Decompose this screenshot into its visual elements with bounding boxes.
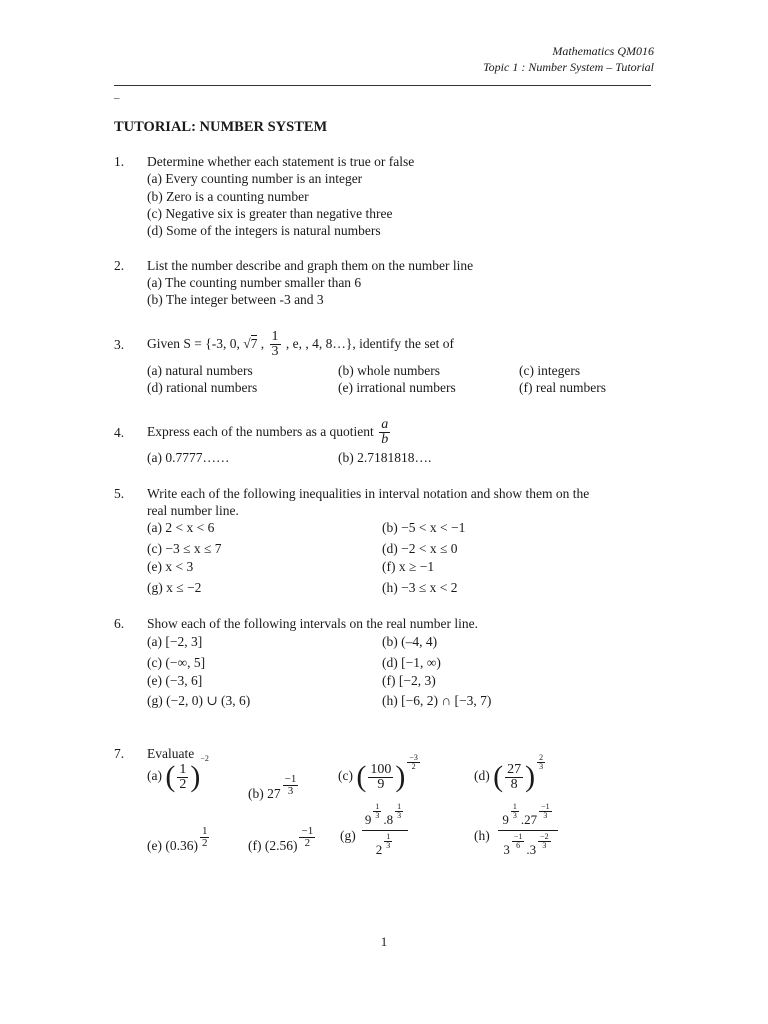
q7-a	[147, 754, 209, 793]
q7-h-exp-1-denominator: 3	[512, 811, 517, 820]
q4-fraction-denominator: b	[381, 432, 389, 448]
q7-h-numerator	[498, 803, 558, 831]
q7-h-exp-3-denominator: 6	[516, 841, 521, 850]
q7-d-exp-denominator: 3	[539, 762, 544, 771]
q3-fraction-numerator: 1	[271, 329, 279, 345]
q7-d-exponent	[535, 753, 547, 771]
q7-c-exp-numerator: −3	[409, 753, 418, 762]
q5-item-a: (a) 2 < x < 6	[147, 520, 215, 535]
q1-item-b: (b) Zero is a counting number	[147, 189, 309, 204]
q7-h-dot-1: .	[520, 812, 525, 827]
q5-item-g: (g) x ≤ −2	[147, 580, 202, 595]
page-number: 1	[380, 934, 388, 949]
q7-b-label: (b) 27	[248, 786, 281, 801]
q5-item-c: (c) −3 ≤ x ≤ 7	[147, 541, 222, 556]
q3-fraction	[270, 330, 281, 359]
q7-g-exp-2-numerator: 1	[397, 802, 402, 811]
q7-h-exp-2-numerator: −1	[541, 802, 550, 811]
q7-h-exp-2-denominator: 3	[543, 811, 548, 820]
q3-sqrt-radicand: 7	[250, 336, 258, 351]
q3-item-e: (e) irrational numbers	[338, 380, 456, 395]
q3-item-d: (d) rational numbers	[147, 380, 258, 395]
q7-g-base-1: 9	[364, 812, 372, 827]
q2-item-b: (b) The integer between -3 and 3	[147, 292, 324, 307]
q7-d	[474, 753, 547, 793]
q7-h-exp-1-numerator: 1	[512, 802, 517, 811]
q7-h-exp-4	[538, 833, 551, 850]
q6-item-g: (g) (−2, 0) ∪ (3, 6)	[147, 693, 251, 708]
header-rule	[114, 85, 651, 86]
q7-c-label: (c)	[338, 768, 353, 784]
q4-fraction	[379, 418, 390, 447]
q3-number: 3.	[114, 337, 125, 352]
q7-b	[248, 774, 300, 802]
q5-number: 5.	[114, 486, 125, 501]
q3-text	[147, 324, 454, 364]
sqrt-symbol: √	[243, 336, 251, 351]
q1-number: 1.	[114, 154, 125, 169]
q7-a-exponent: −2	[200, 754, 209, 763]
q7-b-exp-numerator: −1	[284, 773, 297, 785]
q5-item-f: (f) x ≥ −1	[382, 559, 435, 574]
q7-h-base-2: 27	[524, 812, 538, 827]
right-paren: )	[190, 760, 201, 793]
q4-text-main: Express each of the numbers as a quotient	[147, 424, 374, 439]
q7-number: 7.	[114, 746, 125, 761]
q7-e	[147, 826, 211, 854]
q7-c-denominator: 9	[377, 776, 385, 792]
q7-c	[338, 753, 422, 793]
q3-item-c: (c) integers	[519, 363, 581, 378]
q2-text: List the number describe and graph them on the number line	[147, 258, 474, 273]
q6-item-c: (c) (−∞, 5]	[147, 655, 206, 670]
q6-item-a: (a) [−2, 3]	[147, 634, 203, 649]
q7-g-expression	[362, 803, 408, 858]
q3-text-pre: Given S = {-3, 0,	[147, 336, 244, 351]
q7-g-exp-1-denominator: 3	[375, 811, 380, 820]
q3-item-a: (a) natural numbers	[147, 363, 253, 378]
q4-fraction-numerator: a	[381, 417, 389, 433]
q7-f-exp-numerator: −1	[301, 825, 314, 837]
q7-a-fraction	[177, 763, 188, 792]
q7-d-label: (d)	[474, 768, 490, 784]
q7-h-base-1: 9	[502, 812, 509, 827]
q3-fraction-denominator: 3	[271, 344, 279, 360]
q7-text: Evaluate	[147, 746, 195, 761]
q7-h-exp-3	[512, 833, 525, 850]
q7-h-expression	[498, 803, 558, 858]
q7-g-base-2: 8	[386, 812, 394, 827]
q7-h-exp-3-numerator: −1	[513, 832, 523, 841]
q6-item-d: (d) [−1, ∞)	[382, 655, 441, 670]
q7-f	[248, 826, 317, 854]
q1-item-a: (a) Every counting number is an integer	[147, 171, 363, 186]
q7-h-label: (h)	[474, 828, 490, 843]
q4-text	[147, 412, 392, 452]
q7-h-base-3: 3	[503, 842, 510, 857]
q1-item-c: (c) Negative six is greater than negative three	[147, 206, 393, 221]
q7-g-exp-1	[373, 803, 381, 820]
q7-g-label: (g)	[340, 828, 356, 843]
q7-c-fraction	[368, 763, 393, 792]
q3-item-b: (b) whole numbers	[338, 363, 440, 378]
q2-number: 2.	[114, 258, 125, 273]
q4-item-b: (b) 2.7181818….	[338, 450, 432, 465]
q3-text-mid: ,	[257, 336, 268, 351]
q7-e-exp-numerator: 1	[201, 825, 208, 837]
q5-text-line1: Write each of the following inequalities in interval notation and show them on the	[147, 486, 590, 501]
q7-f-exponent	[299, 826, 315, 849]
q5-item-h: (h) −3 ≤ x < 2	[382, 580, 458, 595]
q7-a-label: (a)	[147, 768, 162, 784]
q7-g-exp-3	[384, 833, 392, 850]
q1-item-d: (d) Some of the integers is natural numbers	[147, 223, 381, 238]
q7-g-exp-1-numerator: 1	[375, 802, 380, 811]
q1-text: Determine whether each statement is true or false	[147, 154, 415, 169]
q4-item-a: (a) 0.7777……	[147, 450, 230, 465]
q7-e-exponent	[200, 826, 210, 849]
q5-item-b: (b) −5 < x < −1	[382, 520, 466, 535]
q7-d-denominator: 8	[510, 776, 518, 792]
q6-item-f: (f) [−2, 3)	[382, 673, 436, 688]
q7-d-fraction	[505, 763, 523, 792]
q7-c-exponent	[405, 753, 422, 771]
q7-g-exp-2	[395, 803, 403, 820]
q7-f-exp-denominator: 2	[304, 837, 311, 849]
right-paren: )	[395, 760, 406, 793]
q7-c-numerator: 100	[370, 761, 392, 777]
q7-h-exp-1	[511, 803, 519, 820]
left-paren: (	[165, 760, 176, 793]
header-course: Mathematics QM016	[552, 44, 654, 58]
q2-item-a: (a) The counting number smaller than 6	[147, 275, 362, 290]
q7-h-exp-4-denominator: 3	[542, 841, 547, 850]
q7-h-denominator	[498, 831, 558, 858]
q5-item-e: (e) x < 3	[147, 559, 194, 574]
q7-g-dot: .	[383, 812, 387, 827]
q4-number: 4.	[114, 425, 125, 440]
q7-g-numerator	[362, 803, 408, 831]
q6-item-e: (e) (−3, 6]	[147, 673, 203, 688]
q7-d-exp-numerator: 2	[539, 753, 544, 762]
q7-g-denominator	[362, 831, 408, 858]
q6-number: 6.	[114, 616, 125, 631]
q7-g-base-3: 2	[375, 842, 383, 857]
q7-b-exponent	[283, 774, 299, 797]
q6-item-h: (h) [−6, 2) ∩ [−3, 7)	[382, 693, 492, 708]
left-paren: (	[356, 760, 367, 793]
q7-d-numerator: 27	[507, 761, 522, 777]
q5-text-line2: real number line.	[147, 503, 239, 518]
right-paren: )	[525, 760, 536, 793]
q7-h-exp-2	[539, 803, 552, 820]
q7-g-exp-2-denominator: 3	[397, 811, 402, 820]
left-paren: (	[493, 760, 504, 793]
q7-g-exp-3-denominator: 3	[386, 841, 391, 850]
header-dash: –	[114, 92, 120, 104]
q7-e-label: (e) (0.36)	[147, 838, 198, 853]
q7-e-exp-denominator: 2	[201, 837, 208, 849]
page-title: TUTORIAL: NUMBER SYSTEM	[114, 119, 328, 135]
q7-h-base-4: 3	[529, 842, 537, 857]
q7-b-exp-denominator: 3	[287, 785, 294, 797]
q7-f-label: (f) (2.56)	[248, 838, 298, 853]
q7-a-denominator: 2	[179, 776, 187, 792]
q3-text-post: , e, , 4, 8…}, identify the set of	[282, 336, 454, 351]
q6-text: Show each of the following intervals on the real number line.	[147, 616, 479, 631]
q7-g-exp-3-numerator: 1	[386, 832, 391, 841]
q6-item-b: (b) (–4, 4)	[382, 634, 438, 649]
q7-c-exp-denominator: 2	[411, 762, 416, 771]
q7-h-exp-4-numerator: −2	[540, 832, 549, 841]
q7-a-numerator: 1	[179, 761, 187, 777]
q3-item-f: (f) real numbers	[519, 380, 606, 395]
header-topic: Topic 1 : Number System – Tutorial	[483, 60, 654, 74]
q5-item-d: (d) −2 < x ≤ 0	[382, 541, 458, 556]
q7-h-dot-2: .	[526, 842, 530, 857]
